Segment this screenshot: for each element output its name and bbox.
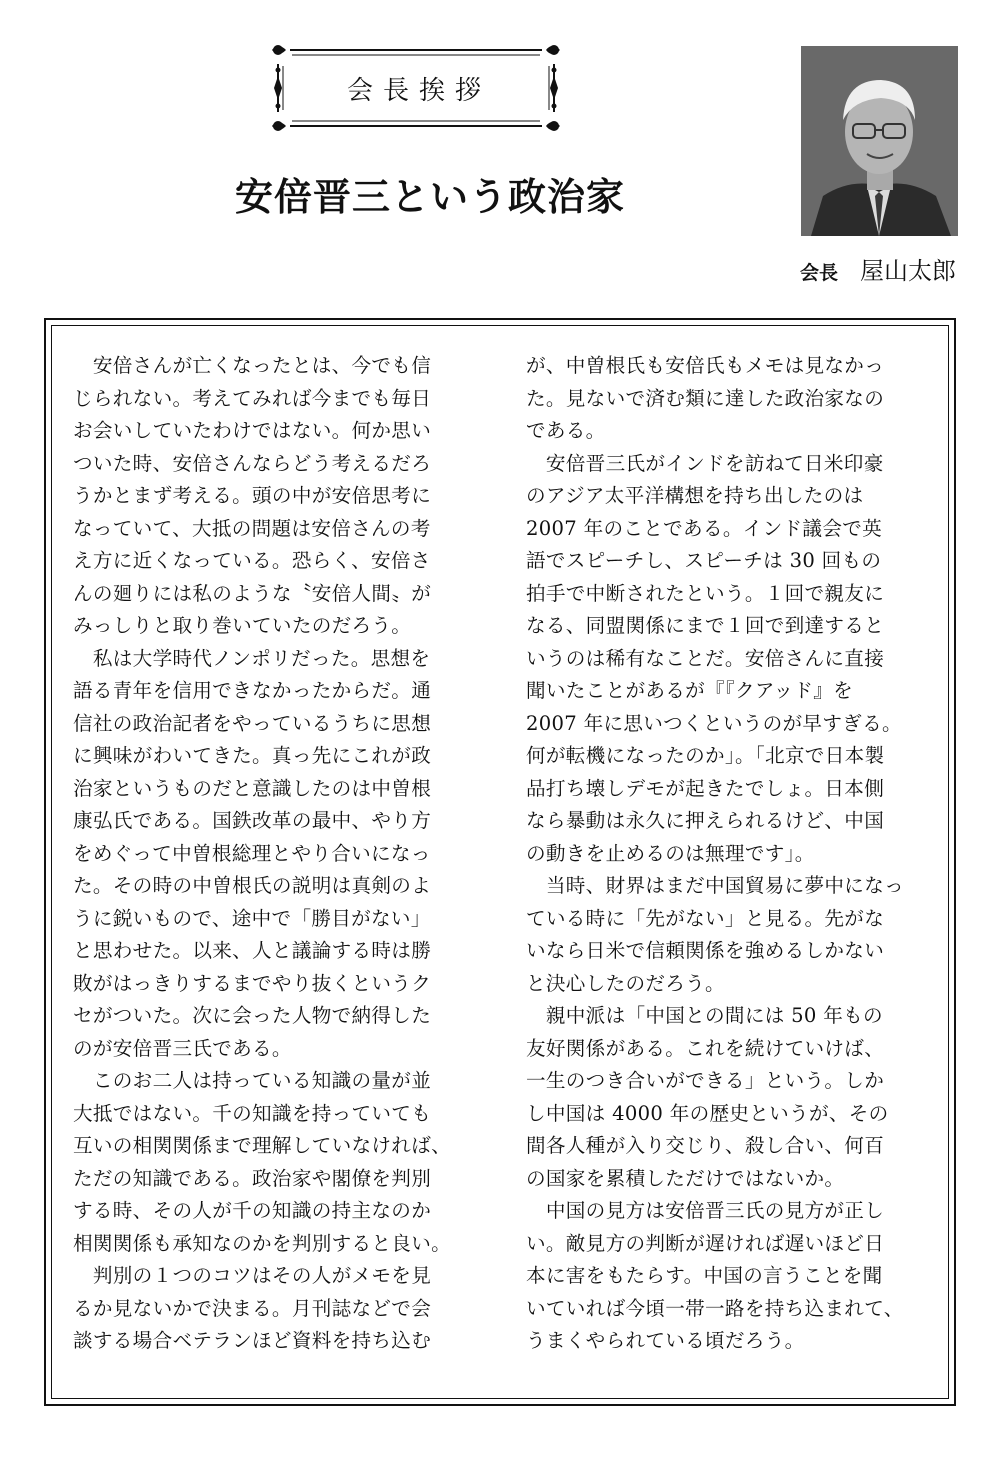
article-line: 聞いたことがあるが『『クアッド』を xyxy=(526,679,854,702)
article-line: する時、その人が千の知識の持主なのか xyxy=(73,1199,432,1222)
article-line: 2007 年のことである。インド議会で英 xyxy=(526,516,882,540)
article-line: 親中派は「中国との間には 50 年もの xyxy=(526,1004,883,1027)
article-line: に興味がわいてきた。真っ先にこれが政 xyxy=(73,744,432,767)
article-line: セがついた。次に会った人物で納得した xyxy=(73,1004,432,1027)
article-line: 安倍晋三氏がインドを訪ねて日米印豪 xyxy=(526,451,884,475)
article-box xyxy=(44,318,956,1406)
article-line: 間各人種が入り交じり、殺し合い、何百 xyxy=(526,1134,885,1157)
article-line: みっしりと取り巻いていたのだろう。 xyxy=(73,614,412,637)
article-line: の動きを止めるのは無理です」。 xyxy=(526,841,815,865)
article-line: いなら日米で信頼関係を強めるしかない xyxy=(526,939,885,962)
article-line: 品打ち壊しデモが起きたでしょ。日本側 xyxy=(526,776,885,800)
article-line: 相関関係も承知なのかを判別すると良い。 xyxy=(73,1231,451,1255)
article-line: 信社の政治記者をやっているうちに思想 xyxy=(73,711,432,735)
portrait-photo xyxy=(801,46,958,236)
article-line: 何が転機になったのか」。「北京で日本製 xyxy=(526,744,885,767)
article-line: なる、同盟関係にまで１回で到達すると xyxy=(526,614,885,637)
article-line: 当時、財界はまだ中国貿易に夢中になっ xyxy=(526,874,904,897)
article-column-right xyxy=(526,350,919,1358)
article-column-left xyxy=(73,350,466,1358)
article-line: ている時に「先がない」と見る。先がな xyxy=(526,906,885,930)
article-line: 語る青年を信用できなかったからだ。通 xyxy=(73,679,432,702)
article-line: の国家を累積しただけではないか。 xyxy=(526,1166,845,1190)
article-line: い。敵見方の判断が遅ければ遅いほど日 xyxy=(526,1231,885,1255)
article-line: なら暴動は永久に押えられるけど、中国 xyxy=(526,809,885,832)
article-line: 私は大学時代ノンポリだった。思想を xyxy=(73,646,431,670)
article-line: が、中曽根氏も安倍氏もメモは見なかっ xyxy=(526,354,885,377)
article-line: 談する場合ベテランほど資料を持ち込む xyxy=(73,1329,432,1352)
article-line: 互いの相関関係まで理解していなければ、 xyxy=(73,1134,451,1157)
article-line: である。 xyxy=(526,419,606,442)
author-byline xyxy=(800,251,956,286)
article-line: え方に近くなっている。恐らく、安倍さ xyxy=(73,549,431,572)
article-line: なっていて、大抵の問題は安倍さんの考 xyxy=(73,516,431,540)
section-label-frame xyxy=(268,42,564,134)
article-line: 本に害をもたらす。中国の言うことを聞 xyxy=(526,1264,883,1287)
article-line: うまくやられている頃だろう。 xyxy=(526,1329,805,1352)
article-line: 一生のつき合いができる」という。しか xyxy=(526,1069,885,1092)
article-line: 康弘氏である。国鉄改革の最中、やり方 xyxy=(73,809,432,832)
article-line: うに鋭いもので、途中で「勝目がない」 xyxy=(73,906,431,930)
article-line: 語でスピーチし、スピーチは 30 回もの xyxy=(526,549,882,572)
article-line: いていれば今頃一帯一路を持ち込まれて、 xyxy=(526,1296,904,1320)
author-name: 屋山太郎 xyxy=(860,257,956,285)
article-line: うかとまず考える。頭の中が安倍思考に xyxy=(73,484,432,507)
article-line: 大抵ではない。千の知識を持っていても xyxy=(73,1101,432,1125)
article-line: 2007 年に思いつくというのが早すぎる。 xyxy=(526,711,902,735)
article-line: 判別の１つのコツはその人がメモを見 xyxy=(73,1264,432,1287)
article-line: をめぐって中曽根総理とやり合いになっ xyxy=(73,841,431,865)
article-line: ただの知識である。政治家や閣僚を判別 xyxy=(73,1166,432,1190)
article-line: た。その時の中曽根氏の説明は真剣のよ xyxy=(73,874,432,897)
article-line: し中国は 4000 年の歴史というが、その xyxy=(526,1101,889,1125)
section-label: 会長挨拶 xyxy=(346,75,491,106)
article-line: るか見ないかで決まる。月刊誌などで会 xyxy=(73,1296,432,1320)
page-title: 安倍晋三という政治家 xyxy=(234,174,625,219)
article-line: 拍手で中断されたという。１回で親友に xyxy=(526,581,885,605)
article-line: のアジア太平洋構想を持ち出したのは xyxy=(526,484,864,507)
article-line: た。見ないで済む類に達した政治家なの xyxy=(526,386,885,410)
article-line: と思わせた。以来、人と議論する時は勝 xyxy=(73,939,432,962)
article-line: ついた時、安倍さんならどう考えるだろ xyxy=(73,451,432,475)
author-role: 会長 xyxy=(799,262,838,284)
article-line: 友好関係がある。これを続けていけば、 xyxy=(526,1036,885,1060)
article-line: じられない。考えてみれば今までも毎日 xyxy=(73,386,432,410)
article-line: んの廻りには私のような〝安倍人間〟が xyxy=(73,581,432,605)
article-line: お会いしていたわけではない。何か思い xyxy=(73,419,432,442)
article-line: いうのは稀有なことだ。安倍さんに直接 xyxy=(526,646,885,670)
article-line: 敗がはっきりするまでやり抜くというク xyxy=(73,971,432,995)
article-line: 中国の見方は安倍晋三氏の見方が正し xyxy=(526,1199,885,1222)
article-line: と決心したのだろう。 xyxy=(526,971,725,995)
article-line: のが安倍晋三氏である。 xyxy=(73,1036,292,1060)
article-line: このお二人は持っている知識の量が並 xyxy=(73,1069,432,1092)
article-line: 治家というものだと意識したのは中曽根 xyxy=(73,776,432,800)
article-line: 安倍さんが亡くなったとは、今でも信 xyxy=(73,354,432,377)
